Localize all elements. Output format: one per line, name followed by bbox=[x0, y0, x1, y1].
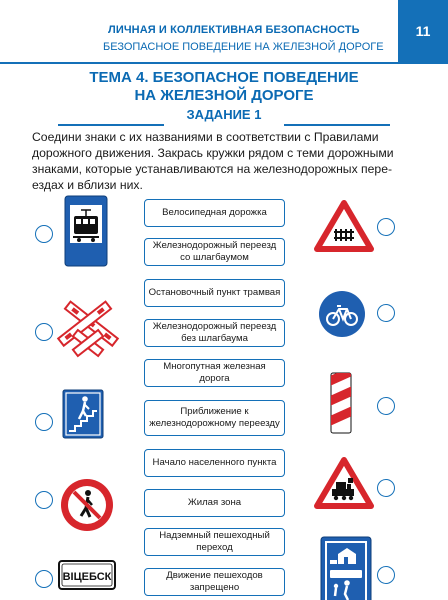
task-title: ЗАДАНИЕ 1 bbox=[186, 107, 262, 122]
tram-stop-sign-icon bbox=[64, 195, 108, 267]
multi-track-railway-sign-icon bbox=[56, 298, 120, 358]
sign-name-box[interactable] bbox=[144, 400, 285, 436]
answer-circle[interactable] bbox=[377, 304, 395, 322]
sign-name-label: Надземный пешеходный переход bbox=[159, 530, 270, 553]
town-entry-sign-icon bbox=[58, 560, 116, 590]
page-number: 11 bbox=[398, 0, 448, 62]
answer-circle[interactable] bbox=[35, 413, 53, 431]
sign-name-box[interactable] bbox=[144, 319, 285, 347]
sign-name-label: Жилая зона bbox=[187, 497, 242, 508]
no-pedestrians-sign-icon bbox=[59, 477, 115, 533]
sign-name-label: Остановочный пункт трамвая bbox=[148, 287, 281, 298]
instruction-line: ездах и вблизи них. bbox=[32, 178, 143, 192]
answer-circle[interactable] bbox=[377, 218, 395, 236]
crossing-without-barrier-sign-icon bbox=[314, 457, 374, 509]
bicycle-path-sign-icon bbox=[316, 288, 368, 340]
answer-circle[interactable] bbox=[377, 397, 395, 415]
sign-name-box[interactable] bbox=[144, 528, 285, 556]
sign-name-box[interactable] bbox=[144, 568, 285, 596]
answer-circle[interactable] bbox=[377, 566, 395, 584]
sign-name-label: Велосипедная дорожка bbox=[162, 207, 267, 218]
sign-name-box[interactable] bbox=[144, 238, 285, 266]
overpass-crossing-sign-icon bbox=[62, 389, 104, 439]
sign-name-box[interactable] bbox=[144, 359, 285, 387]
answer-circle[interactable] bbox=[377, 479, 395, 497]
answer-circle[interactable] bbox=[35, 225, 53, 243]
header-divider bbox=[0, 62, 448, 64]
task-instructions bbox=[32, 129, 424, 193]
page-header bbox=[0, 0, 448, 64]
topic-title-line-1: ТЕМА 4. БЕЗОПАСНОЕ ПОВЕДЕНИЕ bbox=[89, 69, 359, 86]
header-chapter-title: БЕЗОПАСНОЕ ПОВЕДЕНИЕ НА ЖЕЛЕЗНОЙ ДОРОГЕ bbox=[103, 41, 384, 53]
header-section-title: ЛИЧНАЯ И КОЛЛЕКТИВНАЯ БЕЗОПАСНОСТЬ bbox=[108, 24, 360, 36]
answer-circle[interactable] bbox=[35, 570, 53, 588]
sign-name-box[interactable] bbox=[144, 489, 285, 517]
sign-name-box[interactable] bbox=[144, 449, 285, 477]
instruction-line: дорожного движения. Закрась кружки рядом с теми дорожными bbox=[32, 146, 394, 160]
sign-name-label: Начало населенного пункта bbox=[152, 457, 277, 468]
subtitle-rule-right bbox=[284, 124, 390, 126]
residential-zone-sign-icon bbox=[320, 536, 372, 600]
sign-name-label: Движение пешеходов запрещено bbox=[166, 570, 263, 593]
sign-name-label: Железнодорожный переезд со шлагбаумом bbox=[152, 240, 277, 263]
approach-to-crossing-sign-icon bbox=[330, 372, 352, 434]
crossing-with-barrier-sign-icon bbox=[314, 200, 374, 252]
topic-title-line-2: НА ЖЕЛЕЗНОЙ ДОРОГЕ bbox=[134, 87, 314, 104]
sign-name-label: Железнодорожный переезд без шлагбаума bbox=[152, 321, 277, 344]
sign-name-label: Многопутная железная дорога bbox=[163, 361, 266, 384]
answer-circle[interactable] bbox=[35, 491, 53, 509]
answer-circle[interactable] bbox=[35, 323, 53, 341]
sign-name-box[interactable] bbox=[144, 279, 285, 307]
instruction-line: знаками, которые устанавливаются на железнодорожных пере- bbox=[32, 162, 393, 176]
sign-name-box[interactable] bbox=[144, 199, 285, 227]
subtitle-rule-left bbox=[58, 124, 164, 126]
sign-name-label: Приближение к железнодорожному переезду bbox=[149, 406, 280, 429]
town-name-text: ВІЦЕБСК bbox=[62, 571, 112, 583]
instruction-line: Соедини знаки с их названиями в соответствии с Правилами bbox=[32, 130, 379, 144]
